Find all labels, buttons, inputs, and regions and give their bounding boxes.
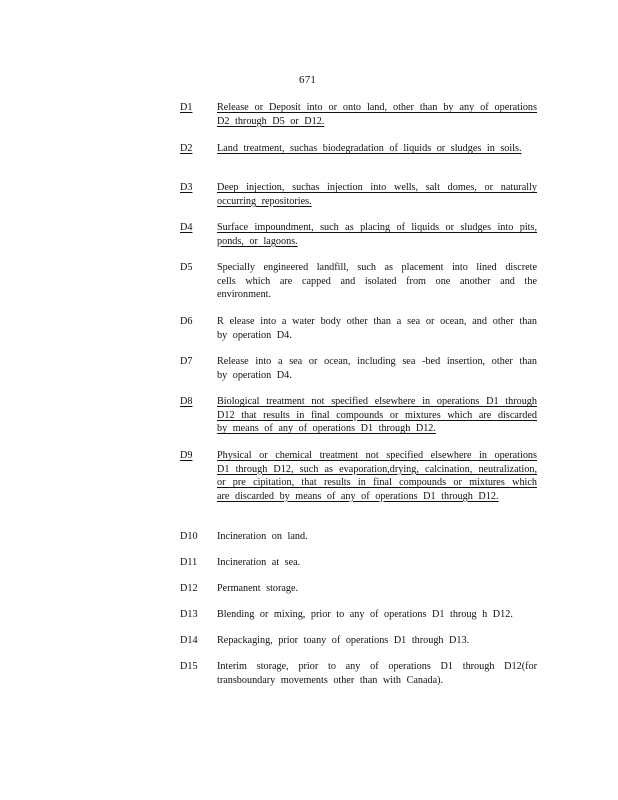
entry-code: D12 <box>180 583 198 594</box>
entry-text: Biological treatment not specified elsewhere in operations D1 through D12 that results in final compounds or mixtures which are discarded by means of any of operations D1 through D12. <box>217 396 537 434</box>
entry-text: Incineration at sea. <box>217 557 301 568</box>
entry-text: Physical or chemical treatment not specified elsewhere in operations D1 through D12, such as evaporation,drying, calcination, neutralization, or pre cipitation, that results in final compounds or mixtures which are discarded by means of any of operations D1 through D12. <box>217 450 537 502</box>
entry-d8 <box>180 395 542 436</box>
entry-code: D5 <box>180 262 193 273</box>
entry-d9 <box>180 449 542 503</box>
entry-code: D10 <box>180 531 198 542</box>
entry-d11 <box>180 556 542 570</box>
entry-text: Blending or mixing, prior to any of operations D1 throug h D12. <box>217 609 513 620</box>
entry-text: R elease into a water body other than a sea or ocean, and other than by operation D4. <box>217 316 537 341</box>
entry-d14 <box>180 634 542 648</box>
entry-d4 <box>180 221 542 248</box>
entry-text: Repackaging, prior toany of operations D1 through D13. <box>217 635 470 646</box>
entry-text: Incineration on land. <box>217 531 308 542</box>
entry-d7 <box>180 355 542 382</box>
entry-d12 <box>180 582 542 596</box>
entry-code: D8 <box>180 396 193 407</box>
entry-text: Deep injection, suchas injection into wells, salt domes, or naturally occurring repositories. <box>217 182 537 207</box>
entry-d5 <box>180 261 542 302</box>
entry-d13 <box>180 608 542 622</box>
entry-d10 <box>180 530 542 544</box>
entry-text: Surface impoundment, such as placing of liquids or sludges into pits, ponds, or lagoons. <box>217 222 537 247</box>
entry-code: D3 <box>180 182 193 193</box>
entry-code: D14 <box>180 635 198 646</box>
entry-text: Land treatment, suchas biodegradation of liquids or sludges in soils. <box>217 143 522 154</box>
entry-text: Permanent storage. <box>217 583 299 594</box>
entry-code: D4 <box>180 222 193 233</box>
entry-code: D15 <box>180 661 198 672</box>
entry-code: D13 <box>180 609 198 620</box>
entry-code: D1 <box>180 102 193 113</box>
entry-d6 <box>180 315 542 342</box>
entry-code: D11 <box>180 557 198 568</box>
entry-text: Release into a sea or ocean, including sea -bed insertion, other than by operation D4. <box>217 356 537 381</box>
entry-d2 <box>180 142 542 156</box>
entry-d15 <box>180 660 542 687</box>
entry-code: D9 <box>180 450 193 461</box>
page-number: 671 <box>299 74 317 86</box>
entry-text: Release or Deposit into or onto land, other than by any of operations D2 through D5 or D12. <box>217 102 537 127</box>
entry-code: D6 <box>180 316 193 327</box>
entry-code: D7 <box>180 356 193 367</box>
entry-d1 <box>180 101 542 128</box>
entry-d3 <box>180 181 542 208</box>
entry-code: D2 <box>180 143 193 154</box>
entry-text: Interim storage, prior to any of operations D1 through D12(for transboundary movements other than with Canada). <box>217 661 537 686</box>
entry-text: Specially engineered landfill, such as placement into lined discrete cells which are capped and isolated from one another and the environment. <box>217 262 537 300</box>
